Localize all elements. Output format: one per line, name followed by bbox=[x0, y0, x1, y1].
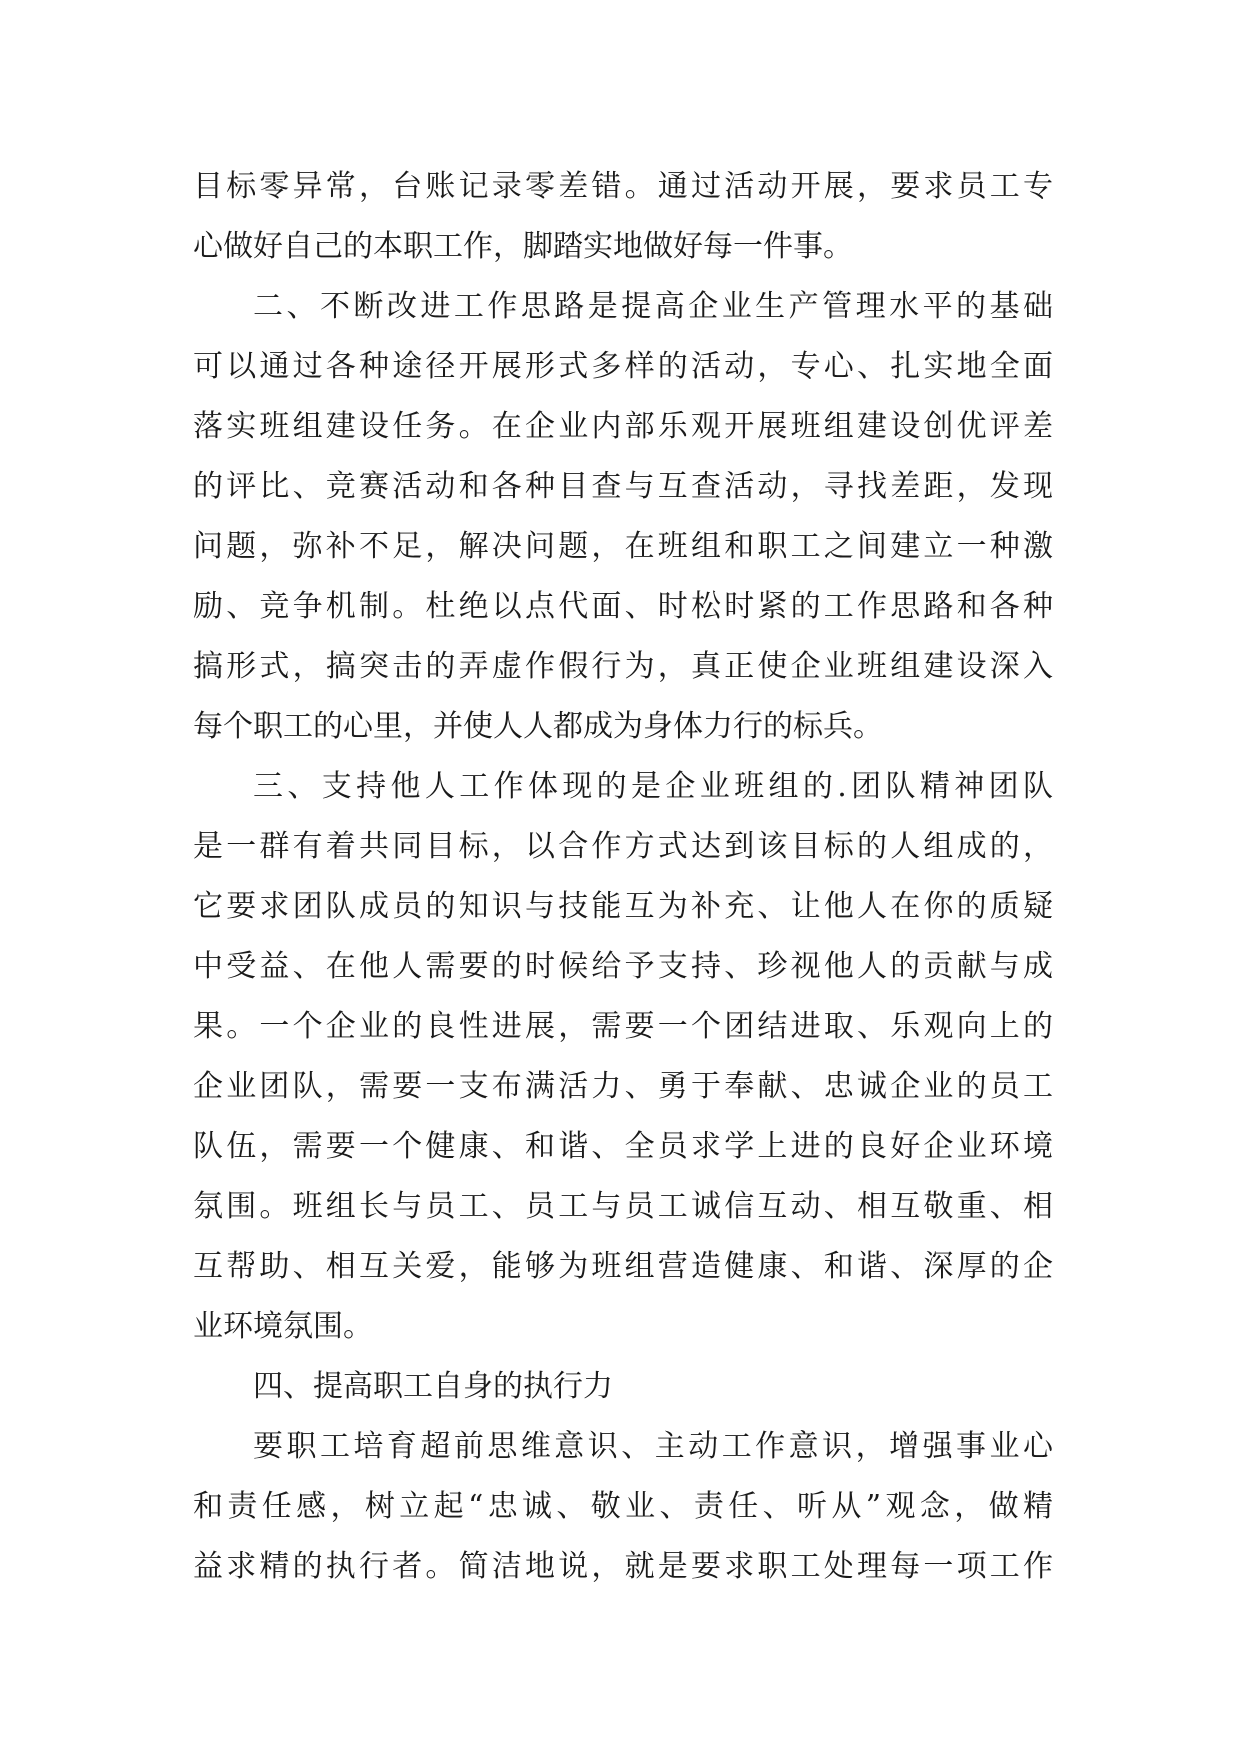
text-line: 搞形式，搞突击的弄虚作假行为，真正使企业班组建设深入 bbox=[193, 649, 1053, 684]
text-line: 果。一个企业的良性进展，需要一个团结进取、乐观向上的 bbox=[193, 1009, 1053, 1044]
text-line: 二、不断改进工作思路是提高企业生产管理水平的基础 bbox=[253, 289, 1053, 324]
text-line: 它要求团队成员的知识与技能互为补充、让他人在你的质疑 bbox=[193, 889, 1053, 924]
text-line: 的评比、竞赛活动和各种目查与互查活动，寻找差距，发现 bbox=[193, 469, 1053, 504]
text-line: 和责任感，树立起“忠诚、敬业、责任、听从”观念，做精 bbox=[193, 1489, 1053, 1524]
text-line: 励、竞争机制。杜绝以点代面、时松时紧的工作思路和各种 bbox=[193, 589, 1053, 624]
text-line: 可以通过各种途径开展形式多样的活动，专心、扎实地全面 bbox=[193, 349, 1053, 384]
text-line: 要职工培育超前思维意识、主动工作意识，增强事业心 bbox=[253, 1429, 1053, 1464]
text-line: 三、支持他人工作体现的是企业班组的.团队精神团队 bbox=[253, 769, 1053, 804]
document-body bbox=[193, 157, 1053, 1597]
text-line: 落实班组建设任务。在企业内部乐观开展班组建设创优评差 bbox=[193, 409, 1053, 444]
text-line: 中受益、在他人需要的时候给予支持、珍视他人的贡献与成 bbox=[193, 949, 1053, 984]
text-line: 业环境氛围。 bbox=[193, 1309, 373, 1344]
text-line: 企业团队，需要一支布满活力、勇于奉献、忠诚企业的员工 bbox=[193, 1069, 1053, 1104]
text-line: 每个职工的心里，并使人人都成为身体力行的标兵。 bbox=[193, 709, 883, 744]
text-line: 是一群有着共同目标，以合作方式达到该目标的人组成的， bbox=[193, 829, 1053, 864]
text-line: 目标零异常，台账记录零差错。通过活动开展，要求员工专 bbox=[193, 169, 1053, 204]
text-line: 四、提高职工自身的执行力 bbox=[253, 1369, 613, 1404]
text-line: 队伍，需要一个健康、和谐、全员求学上进的良好企业环境 bbox=[193, 1129, 1053, 1164]
text-line: 互帮助、相互关爱，能够为班组营造健康、和谐、深厚的企 bbox=[193, 1249, 1053, 1284]
text-line: 心做好自己的本职工作，脚踏实地做好每一件事。 bbox=[193, 229, 853, 264]
text-line: 益求精的执行者。简洁地说，就是要求职工处理每一项工作 bbox=[193, 1549, 1053, 1584]
text-line: 氛围。班组长与员工、员工与员工诚信互动、相互敬重、相 bbox=[193, 1189, 1053, 1224]
text-line: 问题，弥补不足，解决问题，在班组和职工之间建立一种激 bbox=[193, 529, 1053, 564]
